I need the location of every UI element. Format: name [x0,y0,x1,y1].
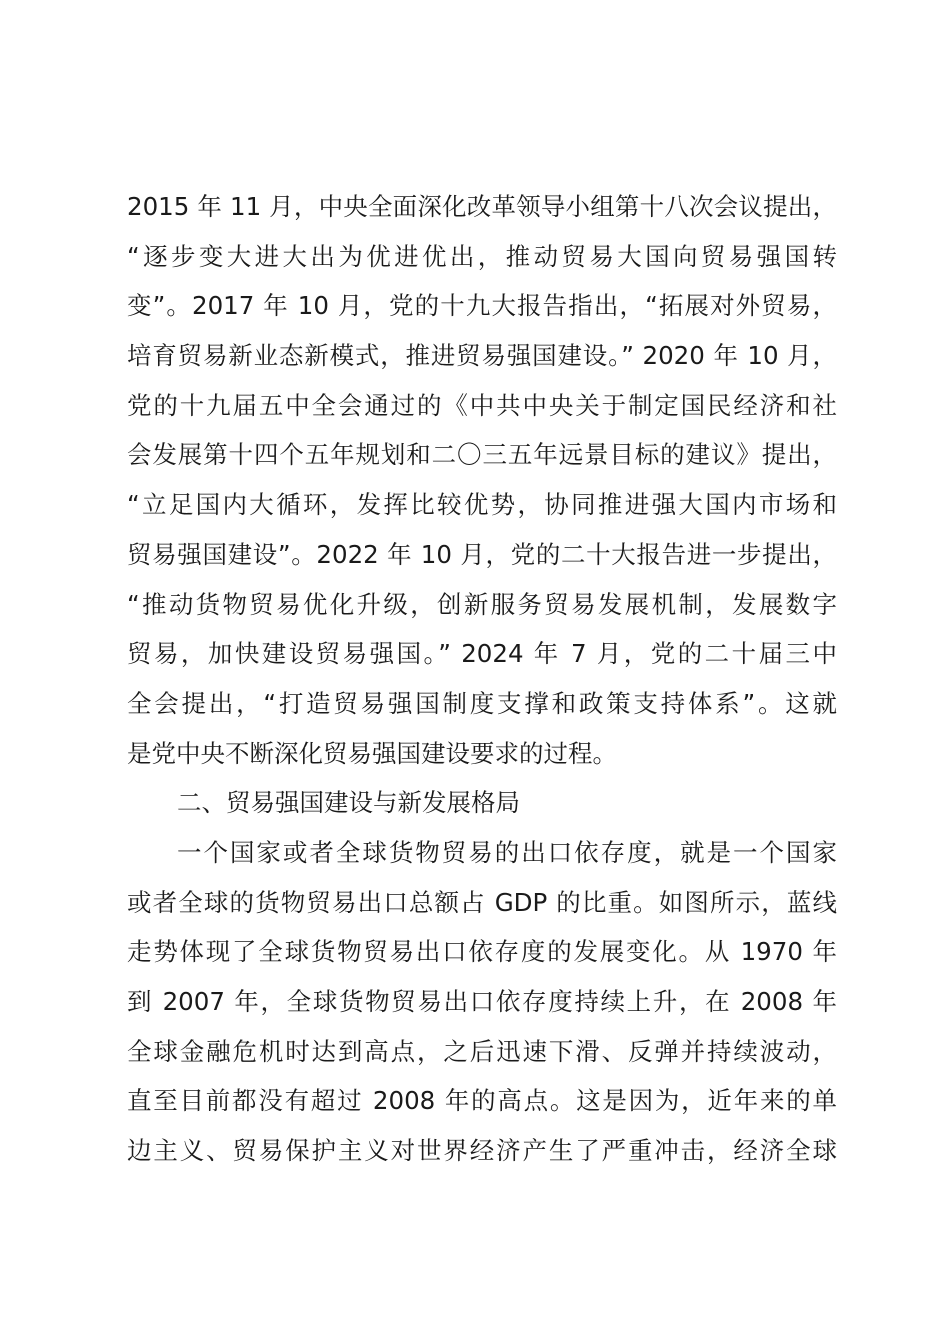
section-heading: 二、贸易强国建设与新发展格局 [177,788,520,818]
paragraph-2 [127,828,837,1176]
paragraph-line: “推动货物贸易优化升级，创新服务贸易发展机制，发展数字 [127,589,837,619]
paragraph-line: 贸易，加快建设贸易强国。” 2024 年 7 月，党的二十届三中 [127,639,837,669]
paragraph-1 [127,182,837,778]
paragraph-line: 会发展第十四个五年规划和二〇三五年远景目标的建议》提出， [127,440,837,470]
paragraph-line: 2015 年 11 月，中央全面深化改革领导小组第十八次会议提出， [127,192,837,221]
paragraph-line: 到 2007 年，全球货物贸易出口依存度持续上升，在 2008 年 [127,987,837,1016]
paragraph-line: “立足国内大循环，发挥比较优势，协同推进强大国内市场和 [127,490,837,520]
paragraph-line: 直至目前都没有超过 2008 年的高点。这是因为，近年来的单 [127,1086,837,1116]
paragraph-line: 或者全球的货物贸易出口总额占 GDP 的比重。如图所示，蓝线 [127,887,837,917]
paragraph-line: 变”。2017 年 10 月，党的十九大报告指出，“拓展对外贸易， [127,291,837,321]
paragraph-line: 是党中央不断深化贸易强国建设要求的过程。 [127,738,617,768]
paragraph-line: 边主义、贸易保护主义对世界经济产生了严重冲击，经济全球 [127,1136,837,1166]
paragraph-line: 全球金融危机时达到高点，之后迅速下滑、反弹并持续波动， [127,1036,837,1066]
paragraph-line: 全会提出，“打造贸易强国制度支撑和政策支持体系”。这就 [127,688,837,718]
paragraph-line: 贸易强国建设”。2022 年 10 月，党的二十大报告进一步提出， [127,539,837,569]
document-body [127,182,837,1176]
paragraph-line: “逐步变大进大出为优进优出，推动贸易大国向贸易强国转 [127,241,837,271]
paragraph-line: 走势体现了全球货物贸易出口依存度的发展变化。从 1970 年 [127,937,837,967]
paragraph-line: 一个国家或者全球货物贸易的出口依存度，就是一个国家 [177,837,837,867]
paragraph-line: 培育贸易新业态新模式，推进贸易强国建设。” 2020 年 10 月， [127,341,837,371]
paragraph-line: 党的十九届五中全会通过的《中共中央关于制定国民经济和社 [127,390,837,420]
